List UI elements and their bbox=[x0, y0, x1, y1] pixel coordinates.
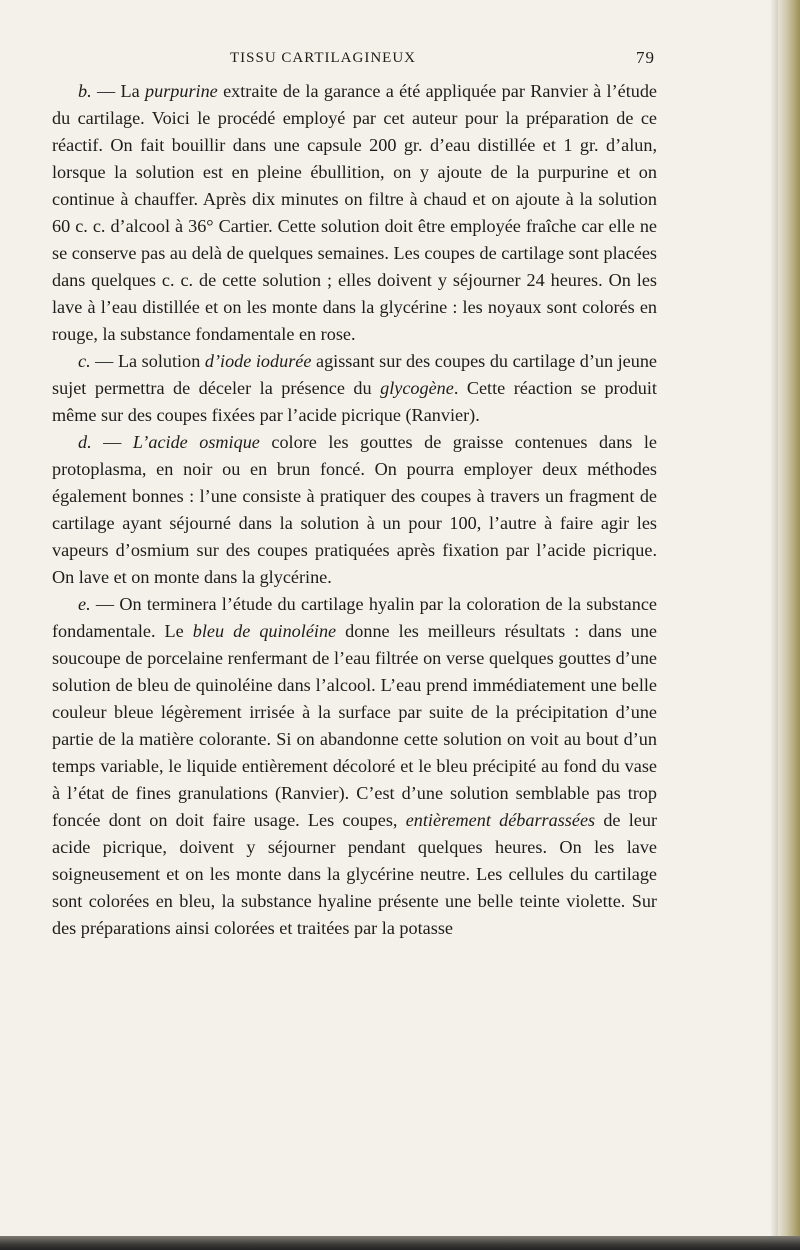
dash: — bbox=[91, 81, 121, 101]
term-entierement-debarrassees: entièrement débarrassées bbox=[405, 810, 596, 830]
dash: — bbox=[90, 594, 120, 614]
page-gutter-shadow bbox=[770, 0, 778, 1250]
paragraph-b bbox=[52, 78, 657, 348]
page-header bbox=[95, 48, 655, 72]
term-prefix: La solution bbox=[117, 351, 205, 371]
bottom-edge bbox=[0, 1236, 800, 1250]
paragraph-text: On terminera l’étude du cartilage hyalin par la coloration de la substance fondamentale. Le bbox=[52, 594, 657, 641]
dash: — bbox=[91, 432, 133, 452]
paragraph-e bbox=[52, 591, 657, 942]
paragraph-text: . Cette réaction se produit même sur des coupes fixées par l’acide picrique (Ranvier). bbox=[52, 378, 657, 425]
item-label: c. bbox=[78, 351, 91, 371]
term-bleu-de-quinoleine: bleu de quinoléine bbox=[192, 621, 337, 641]
paragraph-text: colore les gouttes de graisse contenues dans le protoplasma, en noir ou en brun foncé. On pourra employer deux méthodes également bonnes : l’une consiste à pratiquer des coupes à travers un fragment de cartilage ayant séjourné dans la solution à un pour 100, l’autre à faire agir les vapeurs d’osmium sur des coupes pratiquées après fixation par l’acide picrique. On lave et on monte dans la glycérine. bbox=[52, 432, 657, 587]
paragraph-text: donne les meilleurs résultats : dans une soucoupe de porcelaine renfermant de l’eau filtrée on verse quelques gouttes d’une solution de bleu de quinoléine dans l’alcool. L’eau prend immédiatement une belle couleur bleue légèrement irrisée à la surface par suite de la précipitation d’une partie de la matière colorante. Si on abandonne cette solution on voit au bout d’un temps variable, le liquide entièrement décoloré et le bleu précipité au fond du vase à l’état de fines granulations (Ranvier). C’est d’une solution semblable pas trop foncée dont on doit faire usage. Les coupes, bbox=[52, 621, 657, 830]
paragraph-text: de leur acide picrique, doivent y séjourner pendant quelques heures. On les lave soigneusement et on les monte dans la glycérine neutre. Les cellules du cartilage sont colorées en bleu, la substance hyaline présente une belle teinte violette. Sur des préparations ainsi colorées et traitées par la potasse bbox=[52, 810, 657, 938]
paragraph-d bbox=[52, 429, 657, 591]
paragraph-text: agissant sur des coupes du cartilage d’un jeune sujet permettra de déceler la présence du bbox=[52, 351, 658, 398]
term-prefix: La bbox=[120, 81, 145, 101]
paragraph-text: extraite de la garance a été appliquée par Ranvier à l’étude du cartilage. Voici le procédé employé par cet auteur pour la préparation de ce réactif. On fait bouillir dans une capsule 200 gr. d’eau distillée et 1 gr. d’alun, lorsque la solution est en pleine ébullition, on y ajoute de la purpurine et on continue à chauffer. Après dix minutes on filtre à chaud et on ajoute à la solution 60 c. c. d’alcool à 36° Cartier. Cette solution doit être employée fraîche car elle ne se conserve pas au delà de quelques semaines. Les coupes de cartilage sont placées dans quelques c. c. de cette solution ; elles doivent y séjourner 24 heures. On les lave à l’eau distillée et on les monte dans la glycérine : les noyaux sont colorés en rouge, la substance fondamentale en rose. bbox=[52, 81, 658, 344]
page-edge bbox=[778, 0, 800, 1250]
term-glycogene: glycogène bbox=[380, 378, 454, 398]
paragraph-c bbox=[52, 348, 657, 429]
item-label: d. bbox=[78, 432, 92, 452]
dash: — bbox=[90, 351, 118, 371]
page-body bbox=[52, 78, 657, 942]
term-iode-iodee: d’iode iodurée bbox=[204, 351, 312, 371]
term-acide-osmique: L’acide osmique bbox=[132, 432, 260, 452]
item-label: b. bbox=[78, 81, 92, 101]
running-title: TISSU CARTILAGINEUX bbox=[230, 50, 417, 66]
page-number: 79 bbox=[636, 48, 655, 67]
item-label: e. bbox=[78, 594, 91, 614]
term-purpurine: purpurine bbox=[145, 81, 218, 101]
